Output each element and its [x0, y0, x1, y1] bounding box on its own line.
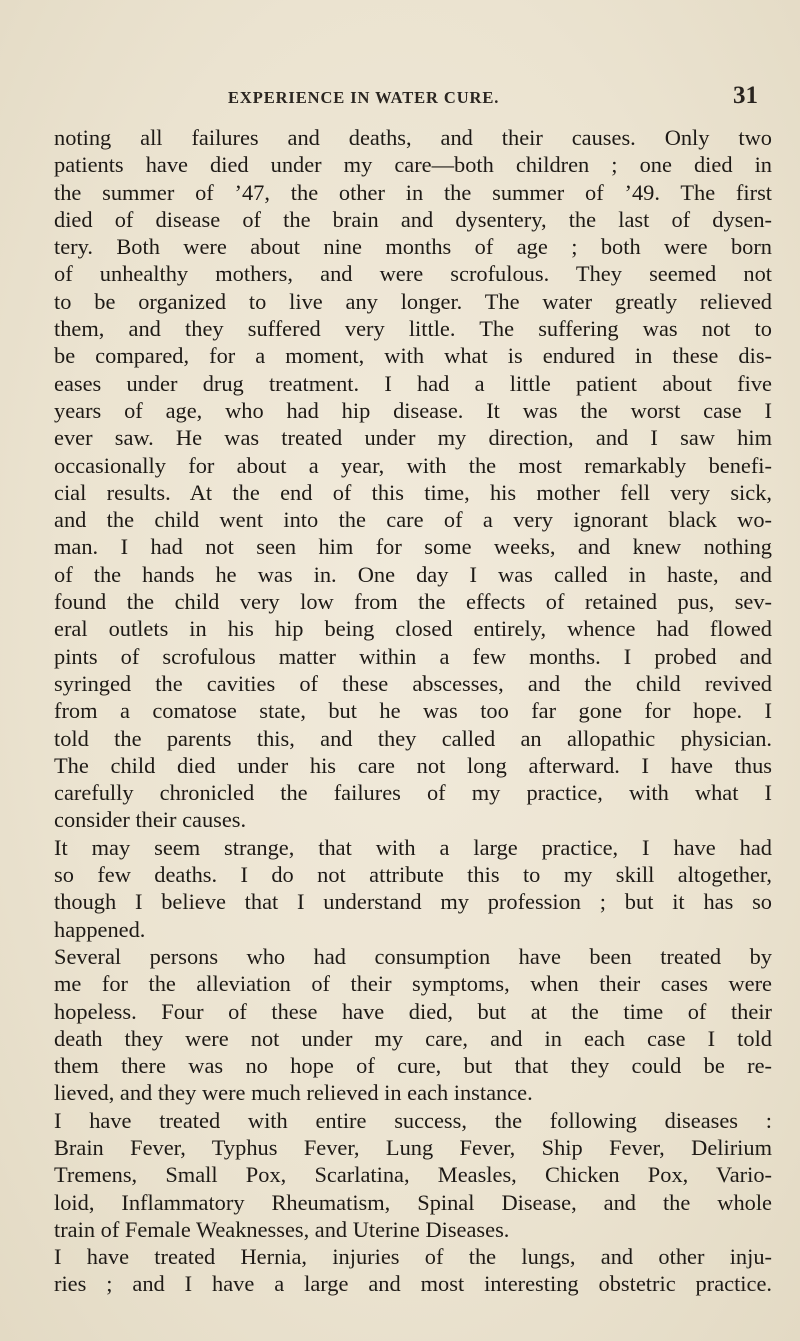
- text-line: and the child went into the care of a very ignorant black wo-: [54, 507, 772, 533]
- text-line: cial results. At the end of this time, his mother fell very sick,: [54, 479, 772, 505]
- text-line: noting all failures and deaths, and their causes. Only two: [54, 125, 772, 150]
- text-line: to be organized to live any longer. The water greatly relieved: [54, 288, 772, 314]
- text-line: consider their causes.: [54, 807, 247, 833]
- text-line: years of age, who had hip disease. It was the worst case I: [54, 397, 772, 423]
- text-line: Several persons who had consumption have been treated by: [54, 943, 772, 969]
- text-line: happened.: [54, 916, 146, 942]
- text-line: them, and they suffered very little. The suffering was not to: [54, 316, 772, 342]
- text-line: the summer of ’47, the other in the summer of ’49. The first: [54, 179, 772, 205]
- text-line: from a comatose state, but he was too far gone for hope. I: [54, 698, 772, 724]
- text-line: be compared, for a moment, with what is endured in these dis-: [54, 343, 772, 369]
- text-line: hopeless. Four of these have died, but at the time of their: [54, 998, 772, 1024]
- text-line: It may seem strange, that with a large practice, I have had: [54, 834, 772, 860]
- text-line: train of Female Weaknesses, and Uterine Diseases.: [54, 1216, 510, 1242]
- text-line: though I believe that I understand my profession ; but it has so: [54, 889, 772, 915]
- body-text: [54, 124, 772, 1298]
- page-header: [146, 76, 758, 116]
- text-line: ever saw. He was treated under my direction, and I saw him: [54, 425, 772, 451]
- text-line: I have treated Hernia, injuries of the lungs, and other inju-: [54, 1244, 772, 1270]
- text-line: The child died under his care not long afterward. I have thus: [54, 752, 772, 778]
- text-line: Brain Fever, Typhus Fever, Lung Fever, Ship Fever, Delirium: [54, 1134, 772, 1160]
- text-line: told the parents this, and they called an allopathic physician.: [54, 725, 772, 751]
- text-line: died of disease of the brain and dysentery, the last of dysen-: [54, 206, 772, 232]
- text-line: death they were not under my care, and in each case I told: [54, 1025, 772, 1051]
- text-line: I have treated with entire success, the following diseases :: [54, 1107, 772, 1133]
- text-line: me for the alleviation of their symptoms, when their cases were: [54, 971, 772, 997]
- text-line: lieved, and they were much relieved in each instance.: [54, 1080, 533, 1106]
- text-line: eral outlets in his hip being closed entirely, whence had flowed: [54, 616, 772, 642]
- text-line: carefully chronicled the failures of my practice, with what I: [54, 780, 772, 806]
- text-line: tery. Both were about nine months of age ; both were born: [54, 234, 772, 260]
- text-line: occasionally for about a year, with the most remarkably benefi-: [54, 452, 772, 478]
- text-line: of unhealthy mothers, and were scrofulous. They seemed not: [54, 261, 772, 287]
- text-line: them there was no hope of cure, but that they could be re-: [54, 1053, 772, 1079]
- text-line: Tremens, Small Pox, Scarlatina, Measles, Chicken Pox, Vario-: [54, 1162, 772, 1188]
- text-line: found the child very low from the effects of retained pus, sev-: [54, 589, 772, 615]
- text-line: eases under drug treatment. I had a little patient about five: [54, 370, 772, 396]
- text-line: man. I had not seen him for some weeks, and knew nothing: [54, 534, 772, 560]
- page-number: 31: [733, 82, 758, 109]
- text-line: loid, Inflammatory Rheumatism, Spinal Disease, and the whole: [54, 1189, 772, 1215]
- text-line: patients have died under my care—both children ; one died in: [54, 152, 772, 178]
- text-line: so few deaths. I do not attribute this to my skill altogether,: [54, 862, 772, 888]
- text-line: pints of scrofulous matter within a few months. I probed and: [54, 643, 772, 669]
- text-line: ries ; and I have a large and most interesting obstetric practice.: [54, 1271, 772, 1297]
- text-line: syringed the cavities of these abscesses, and the child revived: [54, 670, 772, 696]
- text-line: of the hands he was in. One day I was called in haste, and: [54, 561, 772, 587]
- running-head: EXPERIENCE IN WATER CURE.: [228, 88, 500, 107]
